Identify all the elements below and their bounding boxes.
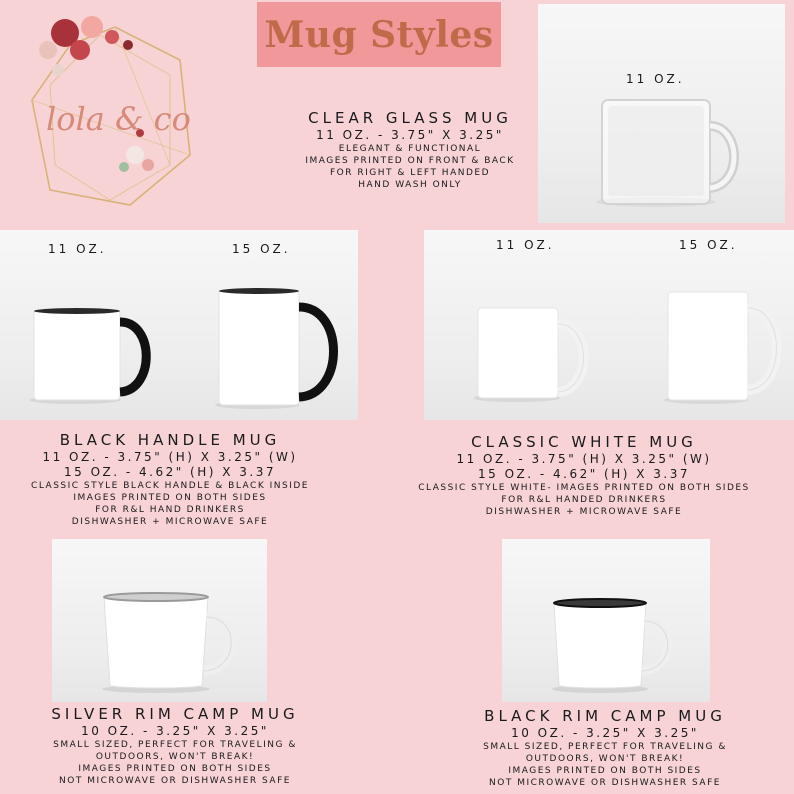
classic-white-oz-15: 15 OZ. — [679, 238, 738, 252]
black-handle-photo — [0, 230, 358, 420]
black-handle-caption — [0, 430, 340, 528]
black-handle-desc-2: IMAGES PRINTED ON BOTH SIDES — [73, 493, 267, 503]
silver-rim-desc-3: IMAGES PRINTED ON BOTH SIDES — [78, 764, 272, 774]
silver-rim-size: 10 OZ. - 3.25" X 3.25" — [81, 724, 269, 738]
clear-glass-desc-4: HAND WASH ONLY — [358, 180, 462, 190]
black-handle-size-11: 11 OZ. - 3.75" (H) X 3.25" (W) — [42, 450, 298, 464]
classic-white-mug-15-icon — [664, 288, 794, 408]
classic-white-oz-11: 11 OZ. — [496, 238, 555, 252]
clear-glass-desc-3: FOR RIGHT & LEFT HANDED — [329, 168, 491, 178]
classic-white-desc-1: CLASSIC STYLE WHITE- IMAGES PRINTED ON BOTH SIDES — [418, 483, 750, 493]
black-handle-mug-11-icon — [30, 300, 160, 410]
black-rim-desc-1: SMALL SIZED, PERFECT FOR TRAVELING & — [483, 742, 727, 752]
clear-glass-size: 11 OZ. - 3.75" X 3.25" — [316, 128, 504, 142]
black-rim-desc-3: IMAGES PRINTED ON BOTH SIDES — [508, 766, 702, 776]
clear-glass-oz-label: 11 OZ. — [626, 72, 685, 86]
black-handle-desc-3: FOR R&L HAND DRINKERS — [95, 505, 245, 515]
clear-glass-desc-2: IMAGES PRINTED ON FRONT & BACK — [305, 156, 515, 166]
classic-white-caption — [374, 432, 794, 518]
black-handle-title: BLACK HANDLE MUG — [59, 431, 281, 449]
classic-white-size-11: 11 OZ. - 3.75" (H) X 3.25" (W) — [456, 452, 712, 466]
silver-rim-title: SILVER RIM CAMP MUG — [51, 705, 299, 723]
classic-white-desc-2: FOR R&L HANDED DRINKERS — [501, 495, 667, 505]
silver-rim-photo — [52, 539, 267, 702]
black-handle-desc-1: CLASSIC STYLE BLACK HANDLE & BLACK INSIDE — [31, 481, 309, 491]
classic-white-title: CLASSIC WHITE MUG — [471, 433, 697, 451]
classic-white-desc-3: DISHWASHER + MICROWAVE SAFE — [485, 507, 683, 517]
title-banner — [257, 2, 501, 67]
black-handle-mug-15-icon — [215, 285, 355, 415]
silver-rim-desc-2: OUTDOORS, WON'T BREAK! — [95, 752, 255, 762]
black-rim-size: 10 OZ. - 3.25" X 3.25" — [511, 726, 699, 740]
silver-rim-caption — [10, 704, 340, 787]
silver-rim-mug-icon — [100, 591, 250, 696]
black-rim-caption — [440, 706, 770, 789]
black-handle-desc-4: DISHWASHER + MICROWAVE SAFE — [71, 517, 269, 527]
black-handle-oz-15: 15 OZ. — [232, 242, 291, 256]
logo-wordmark: lola & co — [46, 100, 191, 138]
clear-glass-desc-1: ELEGANT & FUNCTIONAL — [338, 144, 482, 154]
black-handle-oz-11: 11 OZ. — [48, 242, 107, 256]
black-handle-size-15: 15 OZ. - 4.62" (H) X 3.37 — [63, 465, 277, 479]
page-title: Mug Styles — [264, 13, 494, 56]
silver-rim-desc-4: NOT MICROWAVE OR DISHWASHER SAFE — [59, 776, 291, 786]
brand-logo — [20, 5, 200, 220]
black-rim-desc-2: OUTDOORS, WON'T BREAK! — [525, 754, 685, 764]
clear-glass-title: CLEAR GLASS MUG — [308, 109, 512, 127]
silver-rim-desc-1: SMALL SIZED, PERFECT FOR TRAVELING & — [53, 740, 297, 750]
black-rim-title: BLACK RIM CAMP MUG — [484, 707, 726, 725]
clear-glass-caption — [270, 108, 550, 191]
classic-white-photo — [424, 230, 794, 420]
clear-glass-mug-icon — [594, 96, 754, 216]
clear-glass-photo — [538, 4, 785, 223]
classic-white-mug-11-icon — [474, 302, 604, 407]
black-rim-desc-4: NOT MICROWAVE OR DISHWASHER SAFE — [489, 778, 721, 788]
classic-white-size-15: 15 OZ. - 4.62" (H) X 3.37 — [477, 467, 691, 481]
black-rim-mug-icon — [550, 597, 690, 697]
black-rim-photo — [502, 539, 710, 702]
